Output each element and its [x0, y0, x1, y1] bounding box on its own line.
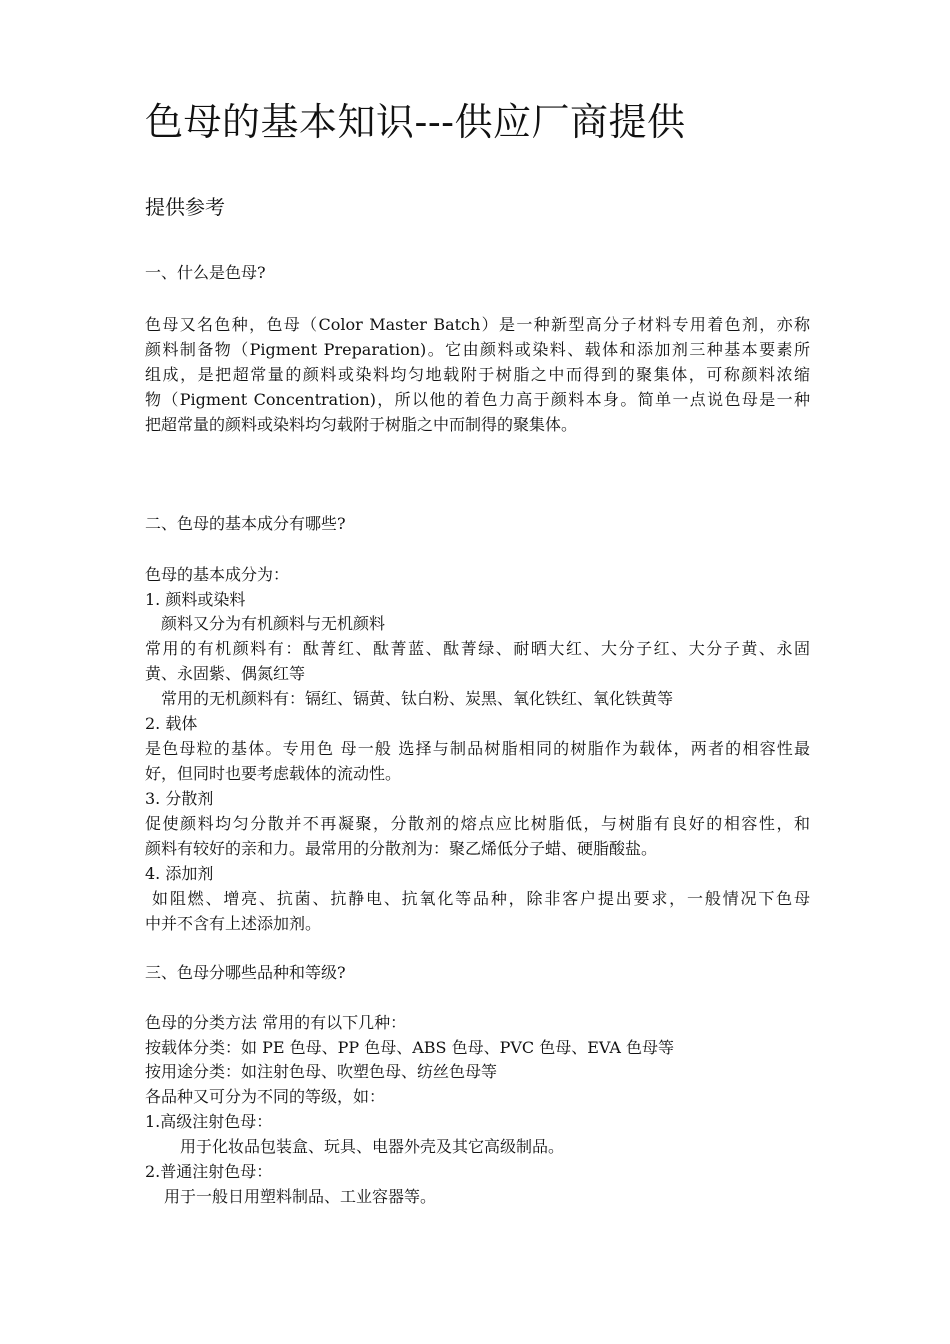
list-item-heading: 2. 载体	[145, 714, 198, 733]
document-title: 色母的基本知识---供应厂商提供	[145, 100, 686, 144]
paragraph-line: 色母又名色种，色母（Color Master Batch）是一种新型高分子材料专用着色剂，亦称	[145, 315, 810, 334]
paragraph-line: 颜料制备物（Pigment Preparation)。它由颜料或染料、载体和添加剂三种基本要素所	[145, 340, 810, 359]
paragraph-line: 颜料有较好的亲和力。最常用的分散剂为：聚乙烯低分子蜡、硬脂酸盐。	[145, 839, 658, 858]
section-heading-3: 三、色母分哪些品种和等级?	[145, 963, 346, 982]
paragraph-line: 用于化妆品包装盒、玩具、电器外壳及其它高级制品。	[180, 1137, 565, 1156]
list-item-heading: 4. 添加剂	[145, 864, 214, 883]
paragraph-line: 用于一般日用塑料制品、工业容器等。	[164, 1187, 437, 1206]
paragraph-line: 把超常量的颜料或染料均匀载附于树脂之中而制得的聚集体。	[145, 415, 578, 434]
paragraph-line: 按载体分类：如 PE 色母、PP 色母、ABS 色母、PVC 色母、EVA 色母等	[145, 1038, 675, 1057]
section-heading-1: 一、什么是色母?	[145, 263, 266, 282]
list-item-heading: 2.普通注射色母：	[145, 1162, 273, 1181]
paragraph-line: 色母的基本成分为：	[145, 565, 290, 584]
paragraph-line: 好，但同时也要考虑载体的流动性。	[145, 764, 402, 783]
paragraph-line: 促使颜料均匀分散并不再凝聚，分散剂的熔点应比树脂低，与树脂有良好的相容性，和	[145, 814, 810, 833]
paragraph-line: 组成，是把超常量的颜料或染料均匀地载附于树脂之中而得到的聚集体，可称颜料浓缩	[145, 365, 810, 384]
paragraph-line: 常用的无机颜料有：镉红、镉黄、钛白粉、炭黑、氧化铁红、氧化铁黄等	[161, 689, 674, 708]
paragraph-line: 常用的有机颜料有：酞菁红、酞菁蓝、酞菁绿、耐晒大红、大分子红、大分子黄、永固	[145, 639, 810, 658]
document-subtitle: 提供参考	[145, 195, 225, 219]
paragraph-line: 是色母粒的基体。专用色 母一般 选择与制品树脂相同的树脂作为载体，两者的相容性最	[145, 739, 810, 758]
paragraph-line: 色母的分类方法 常用的有以下几种：	[145, 1013, 407, 1032]
paragraph-line: 如阻燃、增亮、抗菌、抗静电、抗氧化等品种，除非客户提出要求，一般情况下色母	[152, 889, 810, 908]
paragraph-line: 各品种又可分为不同的等级，如：	[145, 1087, 386, 1106]
list-item-heading: 1. 颜料或染料	[145, 590, 246, 609]
paragraph-line: 物（Pigment Concentration)，所以他的着色力高于颜料本身。简单一点说色母是一种	[145, 390, 810, 409]
paragraph-line: 颜料又分为有机颜料与无机颜料	[161, 614, 386, 633]
paragraph-line: 黄、永固紫、偶氮红等	[145, 664, 306, 683]
list-item-heading: 1.高级注射色母：	[145, 1112, 273, 1131]
paragraph-line: 中并不含有上述添加剂。	[145, 914, 322, 933]
list-item-heading: 3. 分散剂	[145, 789, 214, 808]
paragraph-line: 按用途分类：如注射色母、吹塑色母、纺丝色母等	[145, 1062, 498, 1081]
section-heading-2: 二、色母的基本成分有哪些?	[145, 514, 346, 533]
